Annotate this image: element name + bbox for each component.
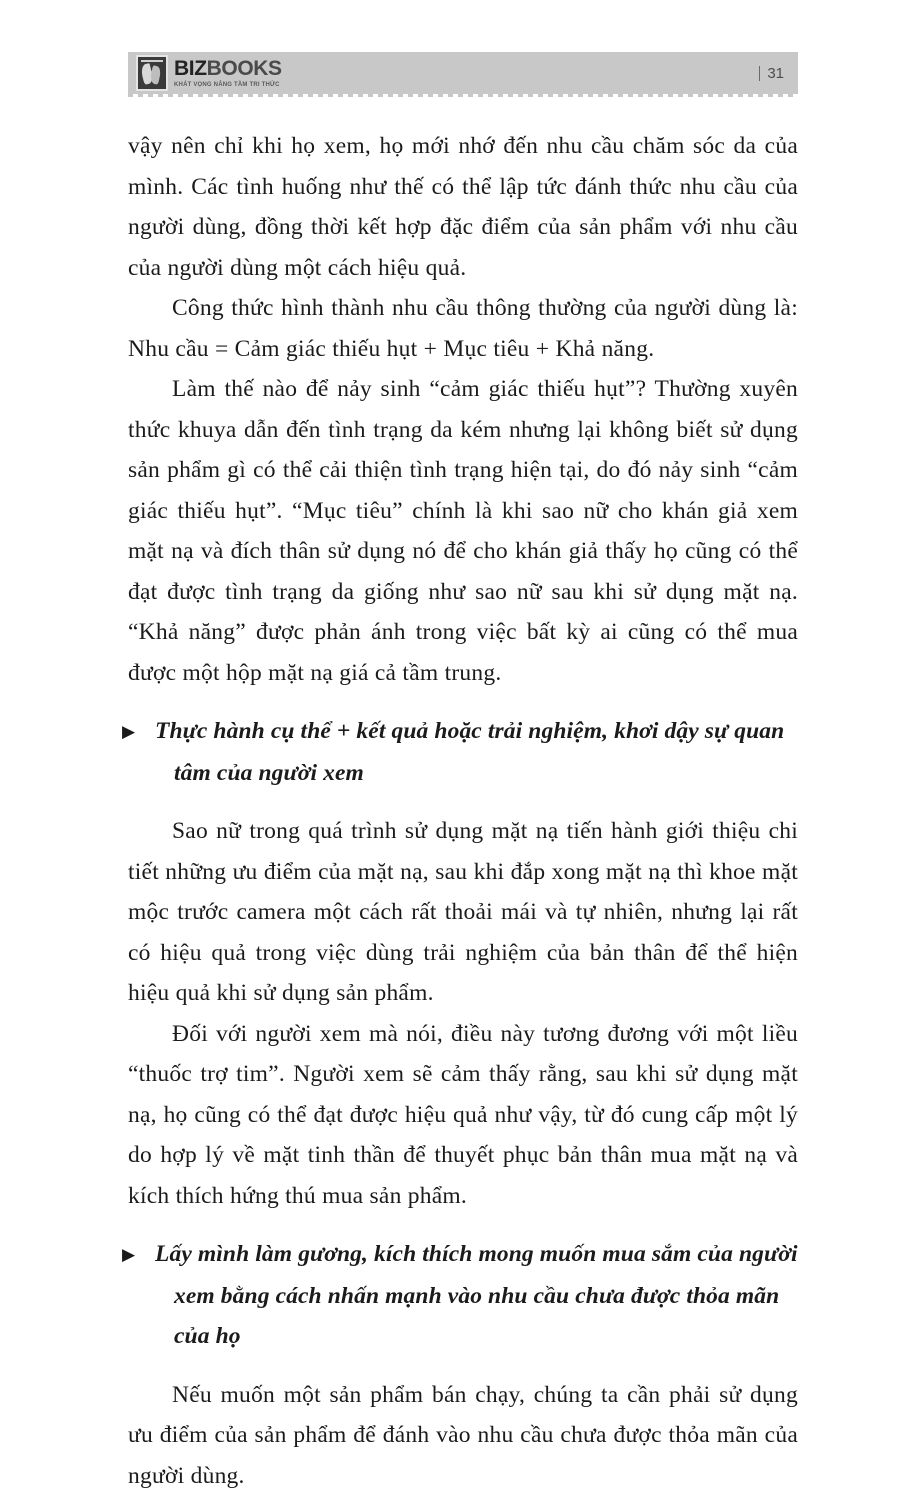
page-header-band (128, 52, 798, 94)
paragraph-1: vậy nên chỉ khi họ xem, họ mới nhớ đến nhu cầu chăm sóc da của mình. Các tình huống như thế có thể lập tức đánh thức nhu cầu của người dùng, đồng thời kết hợp đặc điểm của sản phẩm với nhu cầu của người dùng một cách hiệu quả. (128, 126, 798, 288)
subheading-2-label: Lấy mình làm gương, kích thích mong muốn mua sắm của người xem bằng cách nhấn mạnh vào nhu cầu chưa được thỏa mãn của họ (155, 1241, 798, 1349)
spacer-before-subhead-1 (128, 693, 798, 711)
header-dashed-rule (128, 94, 798, 97)
brand-name-books: BOOKS (207, 57, 282, 80)
page-number: 31 (767, 65, 784, 82)
paragraph-3: Làm thế nào để nảy sinh “cảm giác thiếu hụt”? Thường xuyên thức khuya dẫn đến tình trạng da kém nhưng lại không biết sử dụng sản phẩm gì có thể cải thiện tình trạng hiện tại, do đó nảy sinh “cảm giác thiếu hụt”. “Mục tiêu” chính là khi sao nữ cho khán giả xem mặt nạ và đích thân sử dụng nó để cho khán giả thấy họ cũng có thể đạt được tình trạng da giống như sao nữ sau khi sử dụng mặt nạ. “Khả năng” được phản ánh trong việc bất kỳ ai cũng có thể mua được một hộp mặt nạ giá cả tầm trung. (128, 369, 798, 693)
page-number-group (759, 65, 784, 82)
brand-text-block (174, 58, 282, 88)
subheading-1-label: Thực hành cụ thể + kết quả hoặc trải nghiệm, khơi dậy sự quan tâm của người xem (155, 718, 784, 786)
logo-mark-top-bar (141, 60, 163, 62)
brand-name (174, 58, 282, 79)
brand-tagline: KHÁT VỌNG NÂNG TẦM TRI THỨC (174, 82, 282, 88)
spacer-before-subhead-2 (128, 1216, 798, 1234)
spacer-after-subhead-2 (128, 1357, 798, 1375)
subheading-2: ▶ Lấy mình làm gương, kích thích mong muốn mua sắm của người xem bằng cách nhấn mạnh vào nhu cầu chưa được thỏa mãn của họ (128, 1234, 798, 1357)
paragraph-2: Công thức hình thành nhu cầu thông thường của người dùng là: Nhu cầu = Cảm giác thiếu hụt + Mục tiêu + Khả năng. (128, 288, 798, 369)
page-number-divider (759, 66, 760, 81)
spacer-after-subhead-1 (128, 793, 798, 811)
paragraph-5: Đối với người xem mà nói, điều này tương đương với một liều “thuốc trợ tim”. Người xem sẽ cảm thấy rằng, sau khi sử dụng mặt nạ, họ cũng có thể đạt được hiệu quả như vậy, từ đó cung cấp một lý do hợp lý về mặt tinh thần để thuyết phục bản thân mua mặt nạ và kích thích hứng thú mua sản phẩm. (128, 1014, 798, 1217)
brand-name-biz: BIZ (174, 57, 207, 80)
paragraph-4: Sao nữ trong quá trình sử dụng mặt nạ tiến hành giới thiệu chi tiết những ưu điểm của mặt nạ, sau khi đắp xong mặt nạ thì khoe mặt mộc trước camera một cách rất thoải mái và tự nhiên, nhưng lại rất có hiệu quả trong việc dùng trải nghiệm của bản thân để thể hiện hiệu quả khi sử dụng sản phẩm. (128, 811, 798, 1014)
body-text-column (128, 126, 798, 1496)
subheading-1: ▶ Thực hành cụ thể + kết quả hoặc trải nghiệm, khơi dậy sự quan tâm của người xem (128, 711, 798, 793)
bizbooks-logo-icon (136, 55, 168, 91)
logo-leaf-right-icon (149, 65, 162, 84)
paragraph-6: Nếu muốn một sản phẩm bán chạy, chúng ta cần phải sử dụng ưu điểm của sản phẩm để đánh vào nhu cầu chưa được thỏa mãn của người dùng. (128, 1375, 798, 1496)
bizbooks-logo (136, 55, 282, 91)
